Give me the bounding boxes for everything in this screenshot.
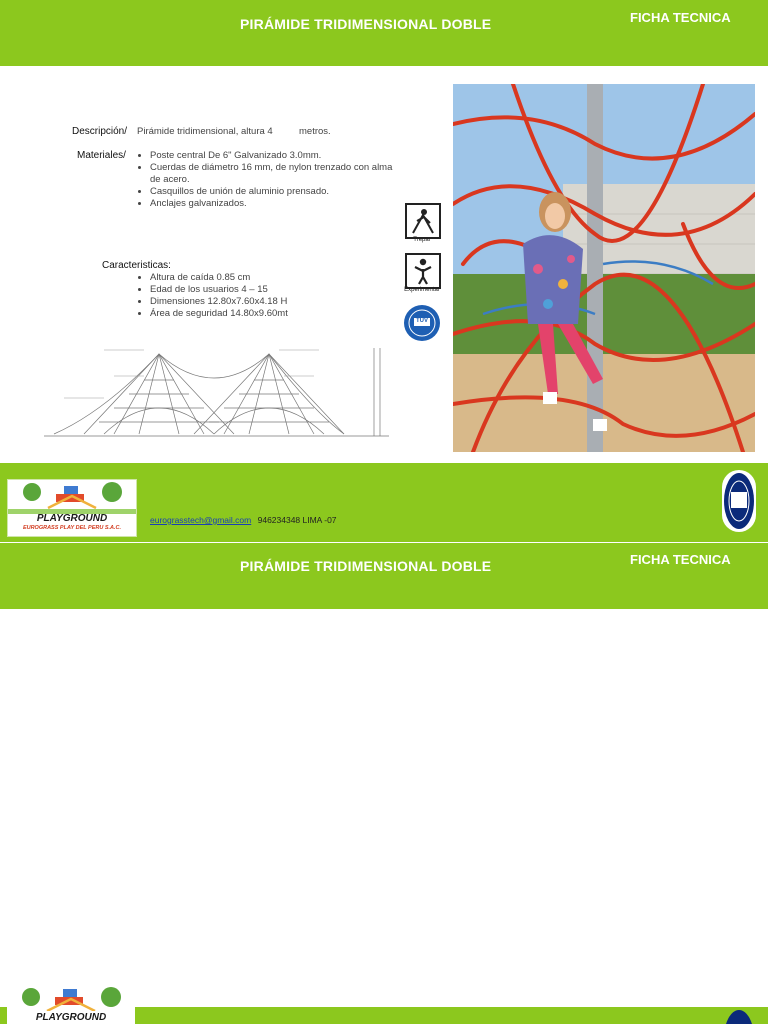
- header-band-page-2: [0, 543, 768, 609]
- playground-logo-icon: [8, 480, 136, 514]
- ficha-tecnica-label-2: FICHA TECNICA: [630, 552, 731, 567]
- playground-logo-icon: [7, 985, 135, 1011]
- contact-line: [150, 515, 337, 525]
- tuv-seal-icon: [403, 304, 441, 342]
- caracteristicas-list: [136, 272, 400, 320]
- list-item: • Edad de los usuarios 4 – 15: [150, 284, 400, 296]
- product-photo: [453, 84, 755, 452]
- logo-word-2: PLAYGROUND: [35, 1012, 107, 1023]
- descripcion-value: Pirámide tridimensional, altura 4: [137, 126, 273, 137]
- list-item: • Cuerdas de diámetro 16 mm, de nylon trenzado con alma de acero.: [150, 162, 400, 186]
- phone-city: 946234348 LIMA -07: [257, 515, 337, 525]
- materiales-label: Materiales/: [77, 150, 126, 161]
- list-item: • Poste central De 6" Galvanizado 3.0mm.: [150, 150, 400, 162]
- email-link[interactable]: eurograsstech@gmail.com: [150, 515, 252, 525]
- page-title: PIRÁMIDE TRIDIMENSIONAL DOBLE: [240, 16, 492, 32]
- ficha-tecnica-label: FICHA TECNICA: [630, 10, 731, 25]
- descripcion-unit: metros.: [299, 126, 331, 137]
- trepar-icon: [405, 203, 441, 239]
- caracteristicas-label: Caracteristicas:: [102, 260, 171, 271]
- header-band: [0, 0, 768, 66]
- list-item: • Anclajes galvanizados.: [150, 198, 400, 210]
- logo-company: EUROGRASS PLAY DEL PERU S.A.C.: [22, 525, 122, 531]
- tuv-footer-seal-icon: [722, 470, 756, 532]
- page-title-2: PIRÁMIDE TRIDIMENSIONAL DOBLE: [240, 558, 492, 574]
- tuv-footer-seal-icon-2: [722, 1010, 756, 1024]
- materiales-list: [136, 150, 400, 210]
- company-logo-2: [7, 985, 135, 1024]
- experimentar-caption: Experimentar: [404, 287, 440, 293]
- logo-word: PLAYGROUND: [36, 513, 108, 524]
- list-item: • Casquillos de unión de aluminio prensado.: [150, 186, 400, 198]
- list-item: • Altura de caída 0.85 cm: [150, 272, 400, 284]
- list-item: • Área de seguridad 14.80x9.60mt: [150, 308, 400, 320]
- list-item: • Dimensiones 12.80x7.60x4.18 H: [150, 296, 400, 308]
- technical-drawing: [44, 342, 394, 440]
- trepar-caption: Trepar: [413, 237, 431, 243]
- descripcion-label: Descripción/: [72, 126, 128, 137]
- tuv-seal-text: TÜV: [416, 318, 428, 324]
- experimentar-icon: [405, 253, 441, 289]
- company-logo: [7, 479, 137, 537]
